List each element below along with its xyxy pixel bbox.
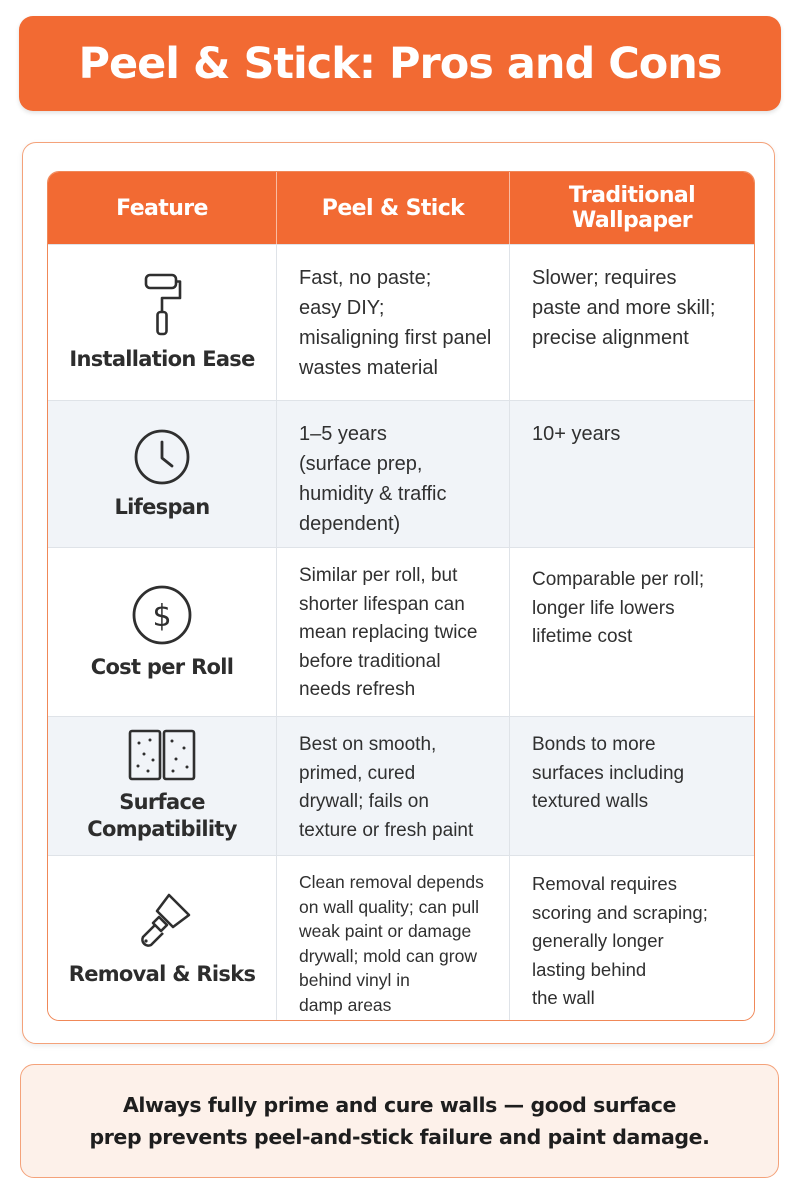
paint-roller-icon — [142, 272, 182, 338]
feature-cell — [48, 856, 277, 1021]
feature-cell — [48, 401, 277, 547]
wall-panel-icon — [128, 729, 196, 781]
feature-label: Surface Compatibility — [87, 790, 237, 841]
peel-stick-cell: Similar per roll, but shorter lifespan can mean replacing twice before traditional needs refresh — [277, 548, 510, 716]
tip-text: Always fully prime and cure walls — good surface prep prevents peel-and-stick failure and paint damage. — [89, 1093, 710, 1149]
peel-stick-cell: Clean removal depends on wall quality; can pull weak paint or damage drywall; mold can grow behind vinyl in damp areas — [277, 856, 510, 1021]
traditional-cell: Slower; requires paste and more skill; precise alignment — [532, 267, 716, 349]
title-banner — [19, 16, 781, 111]
putty-knife-icon — [131, 891, 193, 953]
header-traditional: Traditional Wallpaper — [568, 183, 696, 233]
header-feature: Feature — [48, 172, 277, 244]
traditional-cell: Bonds to more surfaces including textured walls — [532, 734, 685, 812]
comparison-table — [47, 171, 755, 1021]
table-row-installation — [48, 244, 754, 400]
comparison-card — [22, 142, 775, 1044]
clock-icon — [133, 428, 191, 486]
feature-label: Cost per Roll — [90, 654, 234, 679]
feature-label: Removal & Risks — [68, 961, 256, 986]
table-row-removal — [48, 855, 754, 1021]
feature-label: Installation Ease — [69, 347, 255, 371]
traditional-cell: Comparable per roll; longer life lowers lifetime cost — [532, 569, 705, 647]
traditional-cell: Removal requires scoring and scraping; generally longer lasting behind the wall — [532, 873, 708, 1008]
feature-label: Lifespan — [114, 494, 210, 519]
tip-box — [20, 1064, 779, 1178]
traditional-cell: 10+ years — [532, 423, 621, 445]
table-row-cost — [48, 547, 754, 716]
feature-cell — [48, 717, 277, 855]
peel-stick-cell: 1–5 years (surface prep, humidity & traffic dependent) — [277, 401, 510, 547]
header-peel-stick: Peel & Stick — [277, 172, 510, 244]
peel-stick-cell: Fast, no paste; easy DIY; misaligning first panel wastes material — [277, 245, 510, 400]
table-row-surface — [48, 716, 754, 855]
peel-stick-cell: Best on smooth, primed, cured drywall; fails on texture or fresh paint — [277, 717, 510, 855]
svg-text:$: $ — [152, 598, 172, 634]
page-title: Peel & Stick: Pros and Cons — [78, 38, 722, 89]
table-header-row — [48, 172, 754, 244]
feature-cell — [48, 245, 277, 400]
feature-cell — [48, 548, 277, 716]
table-row-lifespan — [48, 400, 754, 547]
dollar-coin-icon — [131, 584, 193, 646]
